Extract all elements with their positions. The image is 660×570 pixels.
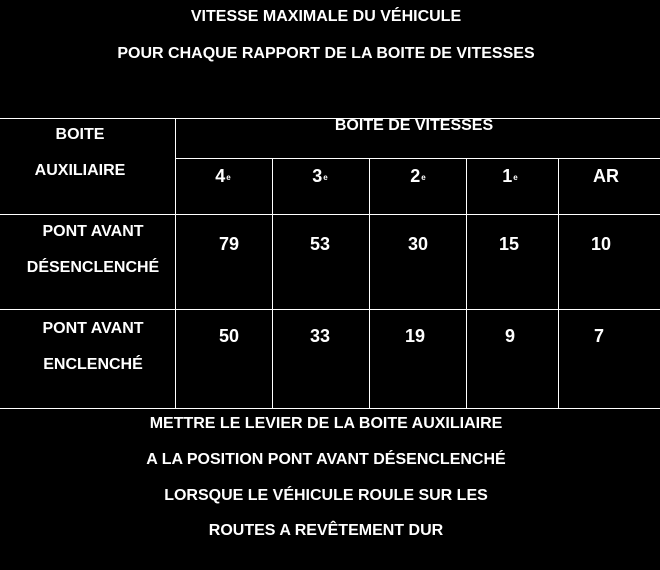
row-2-value-4e: 50: [218, 326, 240, 346]
gear-header-3e: [312, 166, 327, 186]
row-separator: [0, 309, 660, 310]
table-top-border: [0, 118, 660, 119]
row-1-value-1e: 15: [498, 234, 520, 254]
gear-header-ar: [593, 166, 619, 186]
note-line-3: LORSQUE LE VÉHICULE ROULE SUR LES: [164, 487, 488, 504]
gear-header-4e-suffix: e: [226, 173, 231, 182]
first-column-divider: [175, 118, 176, 408]
corner-header-line-1: BOITE: [55, 126, 105, 143]
table-bottom-border: [0, 408, 660, 409]
gear-header-1e-label: 1: [502, 166, 513, 186]
row-2-value-1e: 9: [504, 326, 516, 346]
row-1-label-line-2: DÉSENCLENCHÉ: [26, 259, 160, 276]
note-line-2: A LA POSITION PONT AVANT DÉSENCLENCHÉ: [146, 451, 506, 468]
column-divider-3e: [272, 158, 273, 408]
gear-header-3e-label: 3: [312, 166, 323, 186]
title-line-1: VITESSE MAXIMALE DU VÉHICULE: [190, 8, 462, 25]
column-divider-2e: [369, 158, 370, 408]
row-1-value-ar: 10: [590, 234, 612, 254]
row-1-label-line-1: PONT AVANT: [42, 223, 144, 240]
note-line-1: METTRE LE LEVIER DE LA BOITE AUXILIAIRE: [149, 415, 503, 432]
gear-header-separator: [175, 158, 660, 159]
gear-header-1e-suffix: e: [513, 173, 518, 182]
gear-header-4e: [215, 166, 230, 186]
header-bottom-border: [0, 214, 660, 215]
title-line-2: POUR CHAQUE RAPPORT DE LA BOITE DE VITESSES: [117, 45, 535, 62]
gear-header-3e-suffix: e: [323, 173, 328, 182]
row-2-label-line-2: ENCLENCHÉ: [43, 356, 143, 373]
gear-header-4e-label: 4: [215, 166, 226, 186]
gearbox-group-header: BOITE DE VITESSES: [334, 117, 494, 134]
row-2-value-ar: 7: [593, 326, 605, 346]
gear-header-ar-label: AR: [593, 166, 619, 186]
column-divider-ar: [558, 158, 559, 408]
row-1-value-4e: 79: [218, 234, 240, 254]
row-1-value-2e: 30: [407, 234, 429, 254]
row-1-value-3e: 53: [309, 234, 331, 254]
column-divider-1e: [466, 158, 467, 408]
row-2-label-line-1: PONT AVANT: [42, 320, 144, 337]
gear-header-2e-suffix: e: [421, 173, 426, 182]
corner-header-line-2: AUXILIAIRE: [34, 162, 126, 179]
note-line-4: ROUTES A REVÊTEMENT DUR: [208, 522, 444, 539]
row-2-value-2e: 19: [404, 326, 426, 346]
gear-header-2e: [410, 166, 425, 186]
gear-header-1e: [502, 166, 517, 186]
gear-header-2e-label: 2: [410, 166, 421, 186]
row-2-value-3e: 33: [309, 326, 331, 346]
